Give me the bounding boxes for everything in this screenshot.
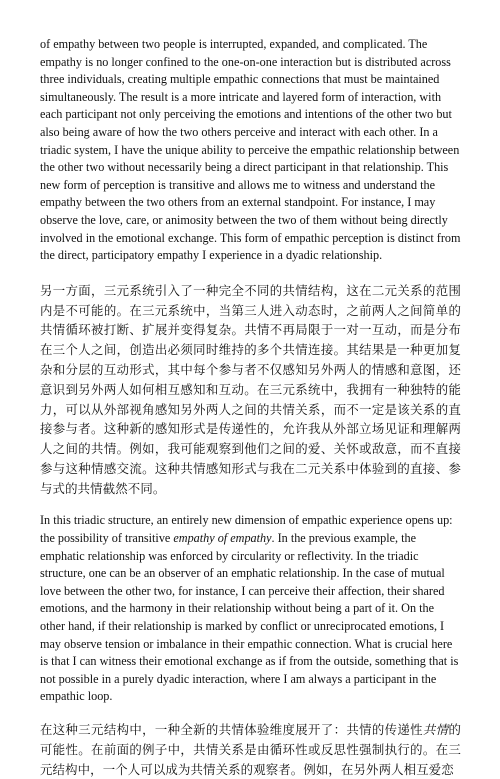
paragraph-english-2 xyxy=(40,512,461,706)
paragraph-chinese-2-text-start: 在这种三元结构中，一种全新的共情体验维度展开了：共情的传递性 xyxy=(40,722,423,738)
paragraph-english-1: of empathy between two people is interrupted, expanded, and complicated. The empathy is no longer confined to the one-on-one interaction but is distributed across three individuals, creating multiple empathic connections that must be maintained simultaneously. The result is a more intricate and layered form of interaction, with each participant not only perceiving the emotions and intentions of the other two but also being aware of how the two others perceive and interact with each other. In a triadic system, I have the unique ability to perceive the empathic relationship between the other two without necessarily being a direct participant in that relationship. This new form of perception is transitive and allows me to witness and understand the empathy between the two others from an external standpoint. For instance, I may observe the love, care, or animosity between the two of them without being directly involved in the emotional exchange. This form of empathic perception is distinct from the direct, participatory empathy I experience in a dyadic relationship. xyxy=(40,37,461,263)
paragraph-english-2-text-end: . In the previous example, the emphatic relationship was enforced by circularity or reflectivity. In the triadic structure, one can be an observer of an emphatic relationship. In the case of mutual love between the other two, for instance, I can perceive their affection, their shared emotions, and the harmony in their relationship without being a part of it. On the other hand, if their relationship is marked by conflict or unreciprocated emotions, I may observe tension or imbalance in their empathic connection. What is crucial here is that I can witness their emotional exchange as if from the outside, something that is not possible in a purely dyadic interaction, where I am always a participant in the empathic loop. xyxy=(40,531,459,704)
paragraph-english-2-text-start: In this triadic structure, an entirely new dimension of empathic experience opens up: the possibility of transitive xyxy=(40,513,453,546)
emphasis-gongqing: 共情 xyxy=(422,722,449,738)
paragraph-chinese-2-text-end: 的可能性。在前面的例子中，共情关系是由循环性或反思性强制执行的。在三元结构中，一个人可以成为共情关系的观察者。例如，在另外两人相互爱恋 xyxy=(40,722,461,777)
paragraph-chinese-1: 另一方面，三元系统引入了一种完全不同的共情结构，这在二元关系的范围内是不可能的。在三元系统中，当第三人进入动态时，之前两人之间简单的共情循环被打断、扩展并变得复杂。共情不再局限于一对一互动，而是分布在三个人之间，创造出必须同时维持的多个共情连接。其结果是一种更加复杂和分层的互动形式，其中每个参与者不仅感知另外两人的情感和意图，还意识到另外两人如何相互感知和互动。在三元系统中，我拥有一种独特的能力，可以从外部视角感知另外两人之间的共情关系，而不一定是该关系的直接参与者。这种新的感知形式是传递性的，允许我从外部立场见证和理解两人之间的共情。例如，我可能观察到他们之间的爱、关怀或敌意，而不直接参与这种情感交流。这种共情感知形式与我在二元关系中体验到的直接、参与式的共情截然不同。 xyxy=(40,282,461,496)
document-body xyxy=(40,36,461,779)
paragraph-chinese-2 xyxy=(40,720,461,779)
emphasis-empathy-of-empathy: empathy of empathy xyxy=(173,531,272,546)
